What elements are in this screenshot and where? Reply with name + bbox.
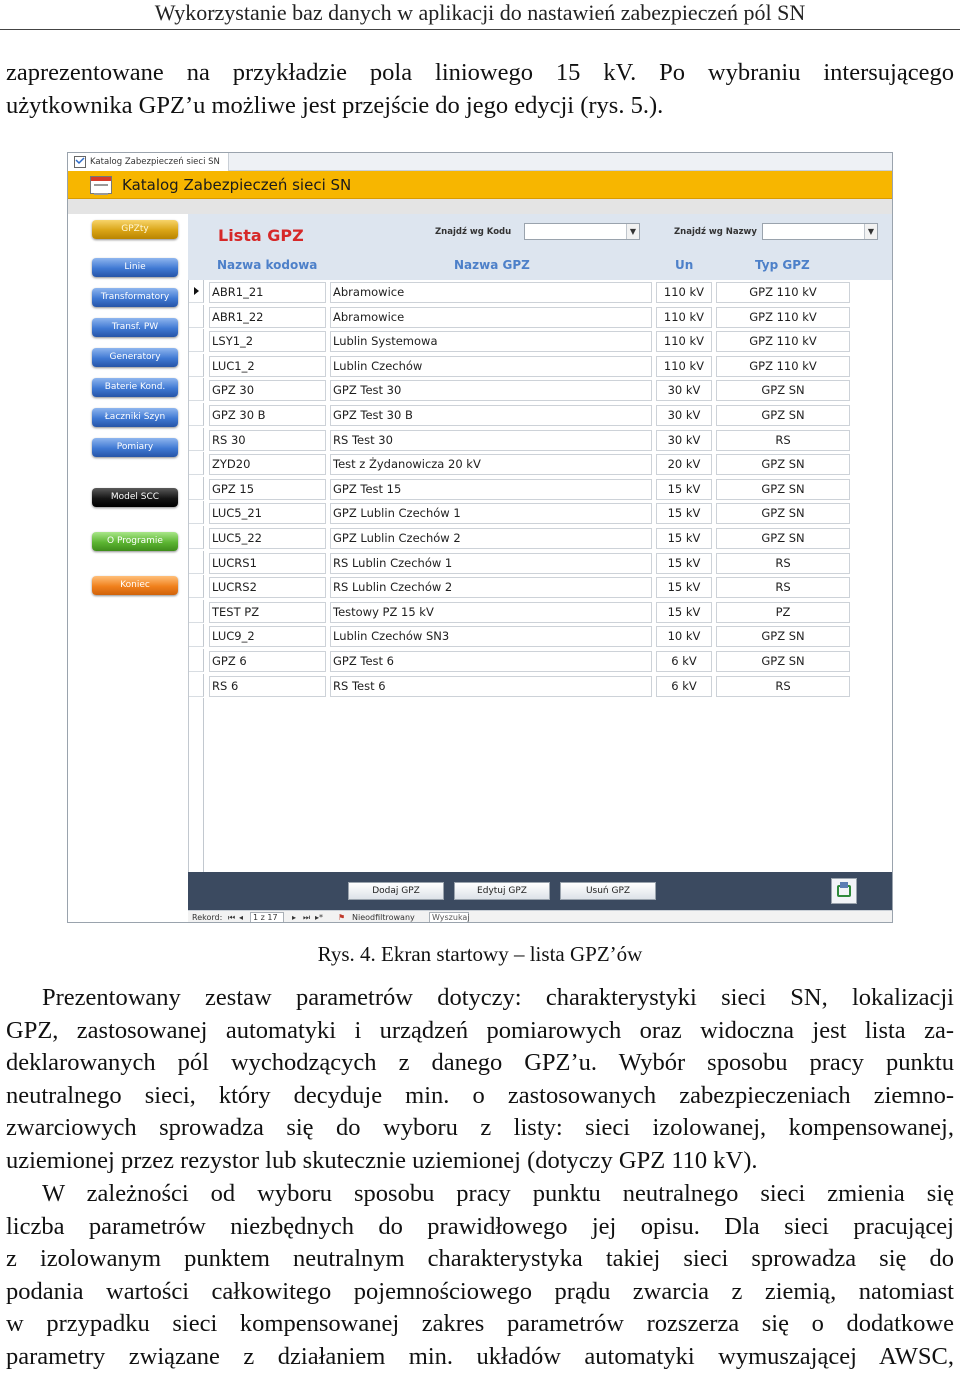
cell-un[interactable]: 15 kV — [656, 528, 712, 549]
add-gpz-button[interactable]: Dodaj GPZ — [348, 882, 444, 900]
table-row[interactable] — [189, 280, 893, 305]
cell-type[interactable]: GPZ SN — [716, 405, 850, 426]
record-selector[interactable] — [189, 551, 204, 574]
paragraph-line: deklarowanych pól wychodzących z danego GPZ’u. Wybór sposobu pracy punktu — [6, 1049, 954, 1077]
table-row[interactable] — [189, 403, 893, 428]
table-row[interactable] — [189, 428, 893, 453]
nav-button-linie[interactable]: Linie — [92, 258, 178, 277]
record-selector[interactable] — [189, 329, 204, 352]
cell-code[interactable]: LUCRS2 — [209, 577, 326, 598]
cell-name[interactable]: RS Test 30 — [330, 430, 652, 451]
list-header — [188, 214, 893, 280]
cell-un[interactable]: 15 kV — [656, 479, 712, 500]
cell-name[interactable]: Abramowice — [330, 282, 652, 303]
cell-code[interactable]: LUC5_21 — [209, 503, 326, 524]
record-selector[interactable] — [189, 428, 204, 451]
paragraph-line: w przypadku sieci kompensowanej zakres parametrów rozszerza się o dodatkowe — [6, 1310, 954, 1338]
cell-code[interactable]: GPZ 30 — [209, 380, 326, 401]
document-tab-bar — [68, 153, 892, 171]
cell-type[interactable]: GPZ SN — [716, 528, 850, 549]
cell-un[interactable]: 20 kV — [656, 454, 712, 475]
cell-code[interactable]: RS 6 — [209, 676, 326, 697]
record-selector[interactable] — [189, 280, 204, 303]
cell-un[interactable]: 10 kV — [656, 626, 712, 647]
paragraph-line: W zależności od wyboru sposobu pracy punktu neutralnego sieci zmienia się — [42, 1180, 954, 1207]
cell-un[interactable]: 30 kV — [656, 380, 712, 401]
record-selector[interactable] — [189, 624, 204, 647]
cell-type[interactable]: GPZ 110 kV — [716, 356, 850, 377]
action-bar — [188, 872, 893, 910]
find-by-code-label: Znajdź wg Kodu — [435, 227, 512, 237]
paragraph-line: GPZ, zastosowanej automatyki i urządzeń pomiarowych oraz widoczna jest lista za- — [6, 1016, 954, 1044]
paragraph-neutral-point — [6, 1178, 954, 1374]
table-row[interactable] — [189, 354, 893, 379]
table-row[interactable] — [189, 624, 893, 649]
table-row[interactable] — [189, 501, 893, 526]
cell-type[interactable]: GPZ SN — [716, 479, 850, 500]
cell-un[interactable]: 110 kV — [656, 331, 712, 352]
form-icon — [90, 176, 112, 194]
next-record-icon[interactable]: ▸ — [292, 913, 297, 922]
cell-un[interactable]: 30 kV — [656, 405, 712, 426]
paragraph-line: parametry związane z działaniem min. układów automatyki wymuszającej AWSC, — [6, 1342, 954, 1370]
record-selector[interactable] — [189, 600, 204, 623]
record-selector[interactable] — [189, 649, 204, 672]
cell-name[interactable]: RS Lublin Czechów 1 — [330, 553, 652, 574]
paragraph-line: Prezentowany zestaw parametrów dotyczy: charakterystyki sieci SN, lokalizacji — [42, 984, 954, 1011]
cell-code[interactable]: GPZ 6 — [209, 651, 326, 672]
cell-code[interactable]: LUCRS1 — [209, 553, 326, 574]
cell-code[interactable]: LUC9_2 — [209, 626, 326, 647]
record-selector[interactable] — [189, 378, 204, 401]
cell-un[interactable]: 6 kV — [656, 676, 712, 697]
cell-name[interactable]: GPZ Lublin Czechów 2 — [330, 528, 652, 549]
paragraph-line: liczba parametrów niezbędnych do prawidłowego jej opisu. Dla sieci pracującej — [6, 1212, 954, 1240]
record-selector[interactable] — [189, 305, 204, 328]
record-selector[interactable] — [189, 526, 204, 549]
record-selector[interactable] — [189, 575, 204, 598]
app-window-figure — [67, 152, 893, 923]
cell-un[interactable]: 15 kV — [656, 602, 712, 623]
cell-name[interactable]: Lublin Czechów — [330, 356, 652, 377]
table-row[interactable] — [189, 305, 893, 330]
export-icon-sheet — [840, 882, 848, 888]
nav-button-generatory[interactable]: Generatory — [92, 348, 178, 367]
table-row[interactable] — [189, 649, 893, 674]
cell-un[interactable]: 6 kV — [656, 651, 712, 672]
gpz-list — [188, 280, 893, 872]
cell-code[interactable]: TEST PZ — [209, 602, 326, 623]
filter-icon: ⚑ — [338, 913, 346, 922]
cell-type[interactable]: RS — [716, 676, 850, 697]
cell-name[interactable]: Abramowice — [330, 307, 652, 328]
cell-code[interactable]: GPZ 30 B — [209, 405, 326, 426]
column-header-code: Nazwa kodowa — [217, 258, 318, 272]
cell-type[interactable]: PZ — [716, 602, 850, 623]
empty-list-area — [189, 698, 204, 872]
nav-button-o-programie[interactable]: O Programie — [92, 532, 178, 551]
form-header — [68, 171, 892, 199]
chevron-down-icon[interactable]: ▼ — [626, 224, 639, 239]
table-row[interactable] — [189, 526, 893, 551]
cell-un[interactable]: 110 kV — [656, 282, 712, 303]
cell-un[interactable]: 15 kV — [656, 503, 712, 524]
cell-type[interactable]: GPZ 110 kV — [716, 331, 850, 352]
intro-line: użytkownika GPZ’u możliwe jest przejście do jego edycji (rys. 5.). — [6, 91, 664, 119]
cell-name[interactable]: GPZ Test 30 B — [330, 405, 652, 426]
cell-type[interactable]: GPZ SN — [716, 454, 850, 475]
column-header-type: Typ GPZ — [755, 258, 810, 272]
running-header: Wykorzystanie baz danych w aplikacji do nastawień zabezpieczeń pól SN — [154, 0, 806, 25]
cell-name[interactable]: Testowy PZ 15 kV — [330, 602, 652, 623]
document-tab-label: Katalog Zabezpieczeń sieci SN — [90, 157, 220, 167]
first-record-icon[interactable]: ⏮ — [228, 913, 236, 922]
cell-name[interactable]: Test z Żydanowicza 20 kV — [330, 454, 652, 475]
nav-button-model-scc[interactable]: Model SCC — [92, 488, 178, 507]
find-by-code-combo[interactable] — [524, 223, 640, 240]
cell-type[interactable]: RS — [716, 430, 850, 451]
filter-status-button[interactable]: Nieodfiltrowany — [352, 913, 415, 922]
nav-button-koniec[interactable]: Koniec — [92, 576, 178, 595]
cell-type[interactable]: RS — [716, 577, 850, 598]
cell-type[interactable]: GPZ 110 kV — [716, 307, 850, 328]
cell-type[interactable]: GPZ SN — [716, 380, 850, 401]
sidebar-nav — [68, 214, 188, 923]
record-search-field[interactable]: Wyszukaj — [429, 912, 469, 923]
figure-caption: Rys. 4. Ekran startowy – lista GPZ’ów — [317, 942, 643, 966]
intro-line: zaprezentowane na przykładzie pola liniowego 15 kV. Po wybraniu intersującego — [6, 59, 954, 86]
cell-code[interactable]: LUC5_22 — [209, 528, 326, 549]
new-record-icon[interactable]: ▸* — [315, 913, 324, 922]
previous-record-icon[interactable]: ◂ — [239, 913, 244, 922]
chevron-down-icon[interactable]: ▼ — [864, 224, 877, 239]
cell-type[interactable]: GPZ SN — [716, 651, 850, 672]
nav-button-baterie-kond[interactable]: Baterie Kond. — [92, 378, 178, 397]
cell-un[interactable]: 30 kV — [656, 430, 712, 451]
cell-type[interactable]: GPZ SN — [716, 503, 850, 524]
table-row[interactable] — [189, 378, 893, 403]
list-title: Lista GPZ — [218, 226, 304, 245]
paragraph-parameters — [6, 982, 954, 1178]
last-record-icon[interactable]: ⏭ — [303, 913, 311, 922]
paragraph-line: zwarciowych sprowadza się do wyboru z listy: sieci izolowanej, kompensowanej, — [6, 1114, 954, 1142]
record-selector[interactable] — [189, 452, 204, 475]
cell-un[interactable]: 110 kV — [656, 356, 712, 377]
cell-un[interactable]: 15 kV — [656, 553, 712, 574]
paragraph-line: neutralnego sieci, który decyduje min. o zastosowanych zabezpieczeniach ziemno- — [6, 1081, 954, 1109]
cell-code[interactable]: ABR1_22 — [209, 307, 326, 328]
header-divider-strip — [68, 199, 892, 214]
record-selector[interactable] — [189, 477, 204, 500]
nav-button-transf-pw[interactable]: Transf. PW — [92, 318, 178, 337]
record-selector[interactable] — [189, 501, 204, 524]
cell-type[interactable]: GPZ SN — [716, 626, 850, 647]
header-rule — [0, 29, 960, 30]
table-row[interactable] — [189, 477, 893, 502]
column-header-un: Un — [675, 258, 694, 272]
form-title: Katalog Zabezpieczeń sieci SN — [122, 176, 352, 194]
cell-code[interactable]: RS 30 — [209, 430, 326, 451]
cell-name[interactable]: Lublin Systemowa — [330, 331, 652, 352]
column-header-name: Nazwa GPZ — [454, 258, 530, 272]
table-row[interactable] — [189, 329, 893, 354]
cell-un[interactable]: 110 kV — [656, 307, 712, 328]
cell-type[interactable]: GPZ 110 kV — [716, 282, 850, 303]
nav-button-pomiary[interactable]: Pomiary — [92, 438, 178, 457]
record-label: Rekord: — [192, 913, 223, 922]
table-row[interactable] — [189, 551, 893, 576]
cell-code[interactable]: LUC1_2 — [209, 356, 326, 377]
delete-gpz-button[interactable]: Usuń GPZ — [560, 882, 656, 900]
cell-name[interactable]: Lublin Czechów SN3 — [330, 626, 652, 647]
document-tab[interactable] — [68, 153, 229, 171]
cell-code[interactable]: GPZ 15 — [209, 479, 326, 500]
cell-type[interactable]: RS — [716, 553, 850, 574]
cell-code[interactable]: LSY1_2 — [209, 331, 326, 352]
export-icon[interactable] — [831, 878, 857, 904]
form-tab-icon — [74, 156, 86, 168]
paragraph-line: podania wartości całkowitego pojemnościowego prądu zwarcia z ziemią, natomiast — [6, 1277, 954, 1305]
table-row[interactable] — [189, 674, 893, 699]
nav-button-gpzty[interactable]: GPZty — [92, 220, 178, 239]
table-row[interactable] — [189, 575, 893, 600]
nav-button-transformatory[interactable]: Transformatory — [92, 288, 178, 307]
cell-code[interactable]: ABR1_21 — [209, 282, 326, 303]
cell-name[interactable]: GPZ Lublin Czechów 1 — [330, 503, 652, 524]
cell-name[interactable]: GPZ Test 30 — [330, 380, 652, 401]
find-by-name-combo[interactable] — [762, 223, 878, 240]
cell-name[interactable]: GPZ Test 6 — [330, 651, 652, 672]
record-selector[interactable] — [189, 674, 204, 697]
cell-name[interactable]: RS Test 6 — [330, 676, 652, 697]
record-navigation-bar — [188, 910, 893, 923]
table-row[interactable] — [189, 600, 893, 625]
paragraph-line: z izolowanym punktem neutralnym charakterystyka takiej sieci sprowadza się do — [6, 1245, 954, 1273]
cell-code[interactable]: ZYD20 — [209, 454, 326, 475]
paragraph-line: uziemionej przez rezystor lub skutecznie uziemionej (dotyczy GPZ 110 kV). — [6, 1146, 758, 1174]
record-selector[interactable] — [189, 403, 204, 426]
record-selector[interactable] — [189, 354, 204, 377]
cell-un[interactable]: 15 kV — [656, 577, 712, 598]
edit-gpz-button[interactable]: Edytuj GPZ — [454, 882, 550, 900]
table-row[interactable] — [189, 452, 893, 477]
find-by-name-label: Znajdź wg Nazwy — [674, 227, 757, 237]
cell-name[interactable]: RS Lublin Czechów 2 — [330, 577, 652, 598]
record-position-field[interactable]: 1 z 17 — [250, 912, 284, 923]
cell-name[interactable]: GPZ Test 15 — [330, 479, 652, 500]
nav-button-laczniki-szyn[interactable]: Łaczniki Szyn — [92, 408, 178, 427]
intro-paragraph — [6, 57, 954, 122]
